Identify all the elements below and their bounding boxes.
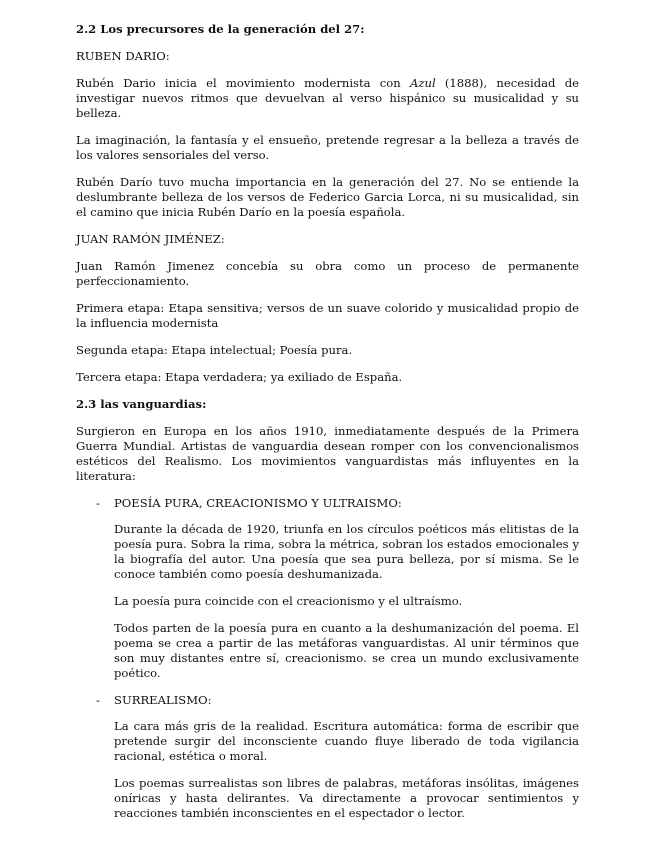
juan-ramon-stage-3: Tercera etapa: Etapa verdadera; ya exiliado de España.: [76, 370, 403, 384]
section-2-3-title: 2.3 las vanguardias:: [76, 397, 207, 411]
poesia-pura-paragraph-2: La poesía pura coincide con el creacionismo y el ultraísmo.: [114, 594, 463, 608]
surrealismo-paragraph-2: Los poemas surrealistas son libres de palabras, metáforas insólitas, imágenes oníricas y hasta delirantes. Va directamente a provocar sentimientos y reacciones también inconscientes en el espectador o lector.: [114, 776, 579, 820]
list-bullet: -: [96, 693, 100, 707]
poesia-pura-paragraph-3: Todos parten de la poesía pura en cuanto a la deshumanización del poema. El poema se crea a partir de las metáforas vanguardistas. Al unir términos que son muy distantes entre sí, creacionismo. se crea un mundo exclusivamente poético.: [114, 621, 579, 680]
poesia-pura-paragraph-1: Durante la década de 1920, triunfa en los círculos poéticos más elitistas de la poesía pura. Sobra la rima, sobra la métrica, sobran los estados emocionales y la biografía del autor. Una poesía que sea pura belleza, por sí misma. Se le conoce también como poesía deshumanizada.: [114, 522, 579, 581]
poesia-pura-title: POESÍA PURA, CREACIONISMO Y ULTRAISMO:: [114, 496, 402, 510]
juan-ramon-stage-2: Segunda etapa: Etapa intelectual; Poesía pura.: [76, 343, 353, 357]
ruben-dario-paragraph-1: [76, 76, 579, 121]
list-bullet: -: [96, 496, 100, 510]
surrealismo-title: SURREALISMO:: [114, 693, 212, 707]
azul-title: Azul: [410, 76, 436, 90]
ruben-dario-paragraph-2: La imaginación, la fantasía y el ensueño, pretende regresar a la belleza a través de los valores sensoriales del verso.: [76, 133, 579, 162]
list-item-poesia-pura: [76, 496, 579, 511]
vanguardias-intro: Surgieron en Europa en los años 1910, inmediatamente después de la Primera Guerra Mundial. Artistas de vanguardia desean romper con los convencionalismos estéticos del Realismo. Los movimientos vanguardistas más influyentes en la literatura:: [76, 424, 579, 483]
ruben-p1-text-after: (1888), necesidad de investigar nuevos ritmos que devuelvan al verso hispánico su musicalidad y su belleza.: [76, 76, 580, 120]
ruben-dario-heading: RUBEN DARIO:: [76, 49, 170, 63]
juan-ramon-paragraph-1: Juan Ramón Jimenez concebía su obra como un proceso de permanente perfeccionamiento.: [76, 259, 579, 288]
ruben-dario-paragraph-3: Rubén Darío tuvo mucha importancia en la generación del 27. No se entiende la deslumbrante belleza de los versos de Federico Garcia Lorca, ni su musicalidad, sin el camino que inicia Rubén Darío en la poesía española.: [76, 175, 579, 219]
surrealismo-paragraph-1: La cara más gris de la realidad. Escritura automática: forma de escribir que pretende surgir del inconsciente cuando fluye liberado de toda vigilancia racional, estética o moral.: [114, 719, 579, 763]
juan-ramon-heading: JUAN RAMÓN JIMÉNEZ:: [76, 232, 225, 246]
list-item-surrealismo: [76, 693, 579, 708]
juan-ramon-stage-1: Primera etapa: Etapa sensitiva; versos de un suave colorido y musicalidad propio de la influencia modernista: [76, 301, 579, 330]
section-2-2-title: 2.2 Los precursores de la generación del 27:: [76, 22, 365, 36]
ruben-p1-text-before: Rubén Dario inicia el movimiento modernista con: [76, 76, 410, 90]
